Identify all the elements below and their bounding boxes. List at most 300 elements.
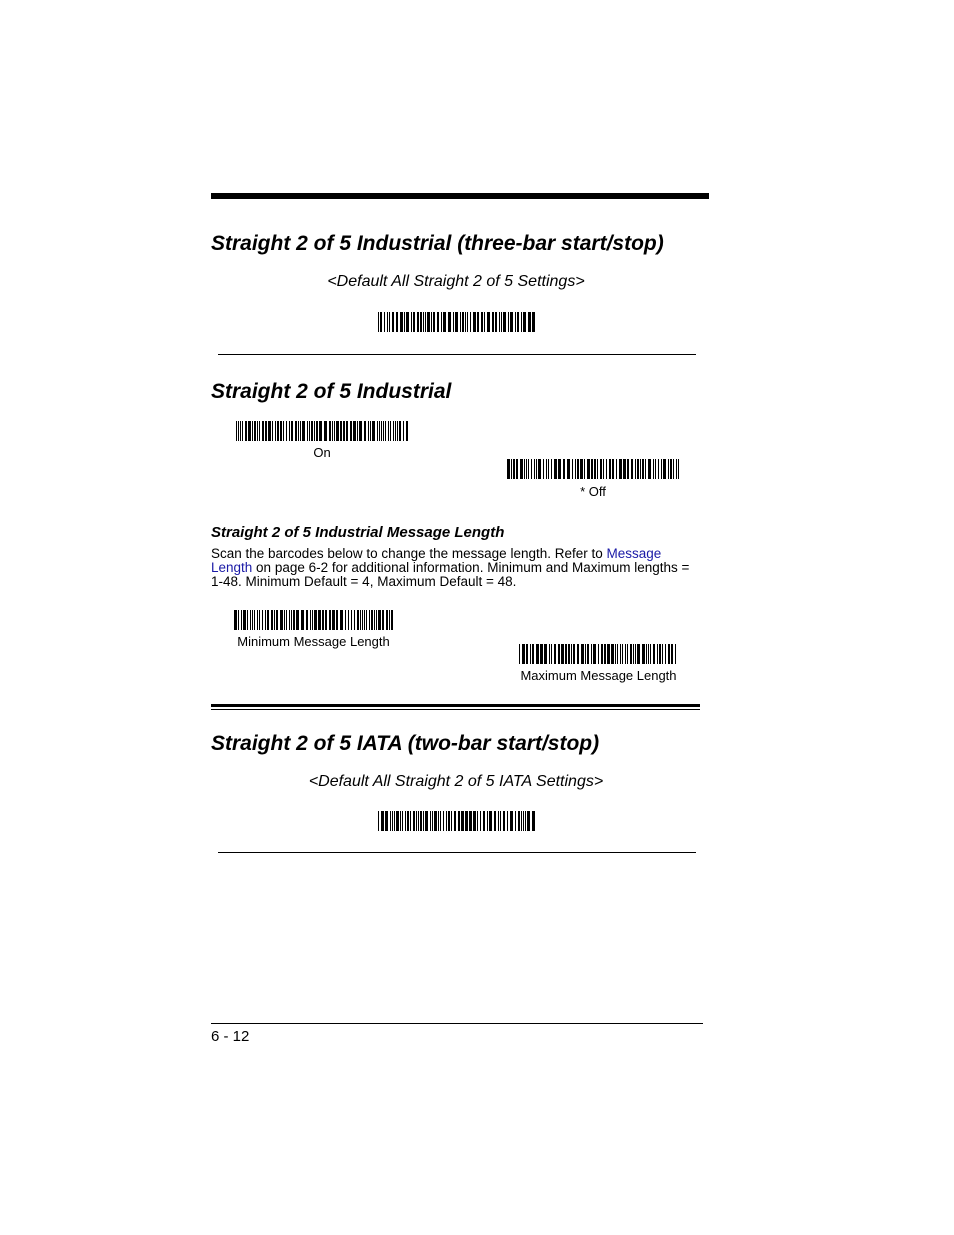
barcode-bar [668, 644, 670, 664]
message-length-description [211, 547, 691, 589]
barcode-bar [437, 312, 439, 332]
barcode-bar [293, 610, 295, 630]
barcode-bar [577, 459, 579, 479]
barcode-bar [597, 459, 598, 479]
barcode-bar [402, 811, 403, 831]
barcode-bar [390, 421, 391, 441]
barcode-bar [343, 421, 345, 441]
barcode-bar [383, 421, 384, 441]
barcode-bar [594, 459, 596, 479]
barcode-bar [392, 811, 393, 831]
barcode-bar [336, 610, 338, 630]
barcode-bar [676, 459, 677, 479]
barcode-bar [642, 459, 644, 479]
barcode-bar [532, 644, 534, 664]
barcode-bar [554, 459, 557, 479]
default-settings-barcode[interactable] [378, 312, 536, 332]
barcode-bar [593, 644, 596, 664]
barcode-bar [259, 610, 260, 630]
barcode-bar [467, 312, 468, 332]
off-label: * Off [580, 484, 606, 499]
barcode-bar [528, 312, 531, 332]
barcode-bar [410, 811, 411, 831]
barcode-bar [378, 811, 379, 831]
barcode-bar [406, 312, 409, 332]
barcode-bar [332, 421, 333, 441]
barcode-bar [265, 421, 267, 441]
barcode-bar [405, 811, 406, 831]
barcode-bar [498, 811, 499, 831]
barcode-bar [577, 644, 579, 664]
barcode-bar [499, 312, 500, 332]
barcode-bar [503, 312, 506, 332]
barcode-bar [675, 644, 676, 664]
barcode-bar [587, 459, 590, 479]
barcode-bar [243, 610, 246, 630]
barcode-bar [617, 644, 618, 664]
default-settings-label: <Default All Straight 2 of 5 Settings> [327, 273, 585, 290]
barcode-bar [645, 459, 646, 479]
barcode-bar [267, 610, 269, 630]
section-title-iata: Straight 2 of 5 IATA (two-bar start/stop) [211, 732, 600, 755]
barcode-bar [340, 421, 342, 441]
barcode-bar [440, 811, 441, 831]
maximum-length-barcode[interactable] [519, 644, 678, 664]
barcode-bar [396, 312, 398, 332]
barcode-bar [400, 811, 401, 831]
barcode-bar [257, 421, 258, 441]
barcode-bar [469, 811, 472, 831]
barcode-bar [554, 644, 556, 664]
section-title-industrial-three-bar: Straight 2 of 5 Industrial (three-bar start/stop) [211, 232, 664, 255]
barcode-bar [623, 459, 626, 479]
barcode-bar [627, 644, 628, 664]
barcode-bar [534, 459, 535, 479]
barcode-bar [571, 644, 572, 664]
iata-default-settings-barcode[interactable] [378, 811, 536, 831]
barcode-bar [648, 459, 651, 479]
barcode-bar [393, 421, 394, 441]
barcode-bar [501, 312, 502, 332]
barcode-bar [655, 459, 656, 479]
barcode-bar [418, 811, 419, 831]
barcode-bar [387, 312, 388, 332]
barcode-bar [631, 459, 633, 479]
barcode-bar [400, 312, 403, 332]
barcode-bar [528, 459, 529, 479]
barcode-bar [252, 421, 253, 441]
barcode-bar [300, 421, 301, 441]
barcode-bar [473, 811, 476, 831]
barcode-bar [600, 459, 602, 479]
barcode-bar [364, 421, 366, 441]
barcode-bar [262, 610, 263, 630]
section-divider [218, 354, 696, 355]
barcode-bar [668, 459, 669, 479]
barcode-bar [519, 644, 520, 664]
barcode-bar [274, 610, 275, 630]
barcode-bar [268, 421, 271, 441]
barcode-bar [575, 459, 576, 479]
barcode-bar [370, 421, 371, 441]
barcode-bar [430, 811, 431, 831]
barcode-bar [385, 811, 388, 831]
barcode-bar [548, 459, 549, 479]
minimum-length-label: Minimum Message Length [237, 634, 390, 649]
barcode-bar [517, 312, 519, 332]
barcode-bar [609, 459, 611, 479]
barcode-bar [378, 610, 381, 630]
iata-default-settings-label: <Default All Straight 2 of 5 IATA Settings> [308, 773, 604, 790]
barcode-bar [234, 610, 237, 630]
barcode-bar [443, 312, 446, 332]
barcode-bar [384, 312, 385, 332]
barcode-bar [289, 421, 290, 441]
barcode-bar [630, 644, 632, 664]
barcode-bar [276, 610, 278, 630]
barcode-bar [346, 421, 348, 441]
barcode-bar [443, 811, 444, 831]
barcode-bar [470, 312, 471, 332]
barcode-bar [291, 421, 293, 441]
barcode-bar [306, 610, 308, 630]
barcode-bar [584, 459, 585, 479]
barcode-bar [395, 421, 396, 441]
barcode-bar [659, 644, 661, 664]
barcode-bar [619, 459, 622, 479]
barcode-bar [657, 644, 658, 664]
barcode-bar [433, 312, 435, 332]
barcode-bar [271, 610, 273, 630]
barcode-bar [280, 610, 283, 630]
barcode-bar [494, 811, 496, 831]
barcode-bar [495, 312, 497, 332]
minimum-length-barcode[interactable] [234, 610, 393, 630]
barcode-bar [423, 811, 424, 831]
barcode-bar [653, 459, 654, 479]
barcode-bar [312, 610, 313, 630]
barcode-bar [357, 610, 359, 630]
barcode-bar [247, 610, 248, 630]
barcode-bar [640, 459, 641, 479]
barcode-bar [238, 421, 239, 441]
top-rule [211, 193, 709, 199]
barcode-bar [311, 421, 313, 441]
barcode-bar [522, 644, 525, 664]
barcode-bar [340, 610, 343, 630]
barcode-bar [360, 610, 361, 630]
barcode-bar [661, 459, 662, 479]
barcode-bar [390, 811, 391, 831]
barcode-bar [461, 811, 464, 831]
barcode-bar [568, 644, 570, 664]
barcode-bar [532, 811, 535, 831]
barcode-bar [620, 644, 621, 664]
off-barcode[interactable] [507, 459, 679, 479]
barcode-bar [275, 421, 276, 441]
barcode-bar [310, 610, 311, 630]
barcode-bar [603, 459, 604, 479]
barcode-bar [265, 610, 266, 630]
barcode-bar [283, 421, 284, 441]
barcode-bar [236, 421, 237, 441]
barcode-bar [441, 312, 442, 332]
barcode-bar [319, 421, 322, 441]
barcode-bar [591, 459, 593, 479]
barcode-bar [511, 459, 512, 479]
barcode-bar [635, 459, 636, 479]
barcode-bar [480, 811, 481, 831]
barcode-bar [376, 610, 377, 630]
barcode-bar [431, 312, 432, 332]
barcode-bar [374, 610, 375, 630]
barcode-bar [536, 644, 539, 664]
barcode-bar [386, 610, 388, 630]
barcode-bar [301, 610, 304, 630]
barcode-bar [362, 610, 363, 630]
barcode-bar [245, 421, 247, 441]
barcode-bar [492, 312, 494, 332]
barcode-bar [523, 811, 524, 831]
barcode-bar [665, 644, 666, 664]
barcode-bar [345, 610, 346, 630]
barcode-bar [378, 312, 379, 332]
barcode-bar [540, 644, 543, 664]
barcode-bar [527, 811, 530, 831]
barcode-bar [250, 610, 251, 630]
iata-section-divider [218, 852, 696, 853]
barcode-bar [380, 312, 382, 332]
barcode-bar [606, 459, 607, 479]
barcode-bar [489, 811, 492, 831]
barcode-bar [348, 610, 349, 630]
on-barcode[interactable] [236, 421, 408, 441]
barcode-bar [601, 644, 603, 664]
barcode-bar [316, 421, 318, 441]
barcode-bar [481, 312, 483, 332]
barcode-bar [573, 644, 575, 664]
barcode-bar [551, 644, 552, 664]
barcode-bar [510, 811, 513, 831]
barcode-bar [454, 811, 456, 831]
barcode-bar [572, 459, 573, 479]
barcode-bar [653, 644, 655, 664]
barcode-bar [257, 610, 258, 630]
barcode-bar [523, 312, 526, 332]
barcode-bar [332, 610, 335, 630]
barcode-bar [455, 312, 458, 332]
barcode-bar [420, 811, 422, 831]
barcode-bar [503, 811, 505, 831]
barcode-bar [413, 811, 415, 831]
barcode-bar [413, 312, 415, 332]
barcode-bar [544, 644, 547, 664]
barcode-bar [678, 459, 679, 479]
barcode-bar [627, 459, 629, 479]
barcode-bar [385, 421, 386, 441]
barcode-bar [648, 644, 649, 664]
barcode-bar [487, 312, 490, 332]
barcode-bar [637, 644, 640, 664]
barcode-bar [407, 811, 409, 831]
barcode-bar [423, 312, 424, 332]
barcode-bar [397, 421, 398, 441]
barcode-bar [318, 610, 321, 630]
message-length-link[interactable]: Message Length [211, 546, 662, 575]
barcode-bar [359, 421, 362, 441]
barcode-bar [322, 610, 324, 630]
barcode-bar [581, 644, 584, 664]
barcode-bar [508, 312, 509, 332]
barcode-bar [406, 421, 408, 441]
barcode-bar [530, 644, 531, 664]
barcode-bar [526, 644, 528, 664]
barcode-bar [520, 459, 523, 479]
barcode-bar [248, 421, 251, 441]
double-rule-bottom [211, 709, 700, 710]
barcode-bar [240, 421, 241, 441]
barcode-bar [538, 459, 541, 479]
barcode-bar [368, 421, 369, 441]
barcode-bar [309, 421, 310, 441]
barcode-bar [546, 459, 547, 479]
barcode-bar [513, 459, 515, 479]
barcode-bar [381, 421, 382, 441]
barcode-bar [580, 459, 583, 479]
barcode-bar [280, 421, 282, 441]
barcode-bar [521, 811, 522, 831]
barcode-bar [284, 610, 285, 630]
barcode-bar [477, 811, 478, 831]
barcode-bar [483, 811, 485, 831]
barcode-bar [616, 459, 617, 479]
barcode-bar [314, 610, 317, 630]
barcode-bar [286, 610, 287, 630]
barcode-bar [291, 610, 292, 630]
barcode-bar [371, 610, 373, 630]
barcode-bar [532, 312, 535, 332]
barcode-bar [536, 459, 537, 479]
barcode-bar [558, 459, 561, 479]
barcode-bar [357, 421, 358, 441]
barcode-bar [451, 811, 452, 831]
barcode-bar [425, 312, 426, 332]
barcode-bar [238, 610, 239, 630]
barcode-bar [670, 459, 672, 479]
barcode-bar [612, 459, 614, 479]
barcode-bar [446, 811, 447, 831]
barcode-bar [366, 610, 367, 630]
barcode-bar [563, 459, 565, 479]
barcode-bar [391, 610, 393, 630]
barcode-bar [585, 644, 586, 664]
barcode-bar [350, 421, 352, 441]
barcode-bar [286, 421, 287, 441]
barcode-bar [460, 312, 461, 332]
barcode-bar [388, 421, 389, 441]
barcode-bar [369, 610, 370, 630]
barcode-bar [516, 459, 518, 479]
barcode-bar [252, 610, 253, 630]
barcode-bar [462, 312, 464, 332]
barcode-bar [254, 610, 255, 630]
barcode-bar [622, 644, 623, 664]
barcode-bar [673, 459, 674, 479]
barcode-bar [277, 421, 279, 441]
barcode-bar [353, 421, 356, 441]
double-rule-top [211, 704, 700, 707]
barcode-bar [658, 459, 659, 479]
footer-rule [211, 1023, 703, 1024]
barcode-bar [637, 459, 639, 479]
barcode-bar [671, 644, 673, 664]
barcode-bar [477, 312, 479, 332]
barcode-bar [635, 644, 636, 664]
barcode-bar [399, 421, 401, 441]
barcode-bar [650, 644, 651, 664]
barcode-bar [487, 811, 488, 831]
barcode-bar [314, 421, 315, 441]
barcode-bar [351, 610, 352, 630]
barcode-bar [241, 610, 242, 630]
barcode-bar [379, 421, 380, 441]
barcode-bar [336, 421, 339, 441]
message-length-heading: Straight 2 of 5 Industrial Message Length [211, 524, 505, 541]
barcode-bar [607, 644, 610, 664]
barcode-bar [524, 459, 525, 479]
description-text-before: Scan the barcodes below to change the message length. Refer to [211, 546, 607, 561]
barcode-bar [396, 811, 399, 831]
barcode-bar [262, 421, 264, 441]
barcode-bar [521, 312, 522, 332]
barcode-bar [465, 811, 468, 831]
barcode-bar [515, 811, 516, 831]
barcode-bar [526, 459, 527, 479]
barcode-bar [438, 811, 439, 831]
barcode-bar [465, 312, 466, 332]
barcode-bar [473, 312, 476, 332]
barcode-bar [561, 644, 564, 664]
barcode-bar [272, 421, 273, 441]
maximum-length-label: Maximum Message Length [520, 668, 677, 683]
barcode-bar [551, 459, 552, 479]
barcode-bar [434, 811, 437, 831]
barcode-bar [411, 312, 412, 332]
barcode-bar [416, 811, 417, 831]
barcode-bar [425, 811, 428, 831]
barcode-bar [565, 644, 567, 664]
barcode-bar [549, 644, 550, 664]
barcode-bar [633, 644, 634, 664]
barcode-bar [663, 459, 666, 479]
barcode-bar [403, 421, 404, 441]
barcode-bar [604, 644, 606, 664]
barcode-bar [302, 421, 305, 441]
barcode-bar [325, 610, 327, 630]
barcode-bar [615, 644, 616, 664]
on-label: On [313, 445, 331, 460]
page-number: 6 - 12 [211, 1028, 250, 1045]
barcode-bar [329, 421, 331, 441]
barcode-bar [662, 644, 663, 664]
barcode-bar [484, 312, 485, 332]
description-text-after: on page 6-2 for additional information. Minimum and Maximum lengths = 1-48. Minimum Default = 4, Maximum Default = 48. [211, 560, 690, 589]
barcode-bar [500, 811, 501, 831]
barcode-bar [591, 644, 592, 664]
barcode-bar [295, 421, 297, 441]
barcode-bar [531, 459, 532, 479]
barcode-bar [298, 421, 299, 441]
